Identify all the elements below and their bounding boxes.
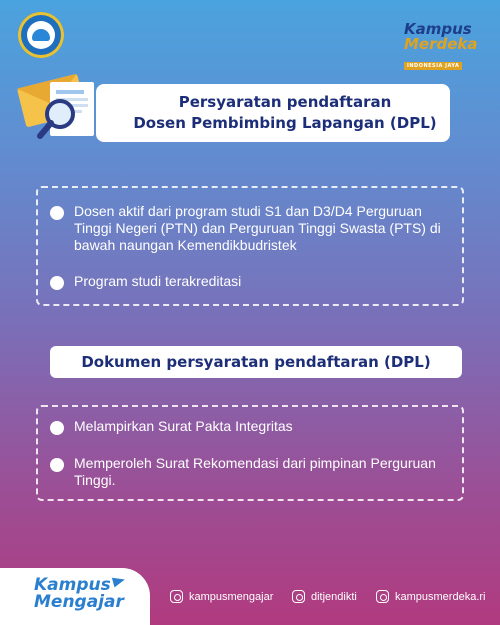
social-handle: ditjendikti [311,590,357,603]
document-text: Memperoleh Surat Rekomendasi dari pimpinan Perguruan Tinggi. [74,455,436,488]
social-handle: kampusmengajar [189,590,274,603]
kampus-merdeka-logo-tagline: INDONESIA JAYA [404,62,462,70]
document-text: Melampirkan Surat Pakta Integritas [74,418,293,434]
title-line2: Dosen Pembimbing Lapangan (DPL) [133,114,437,132]
title-card [96,84,450,142]
tut-wuri-handayani-logo [18,12,64,58]
kampus-mengajar-logo [0,568,150,625]
kampus-mengajar-logo-line2: Mengajar [34,592,124,612]
paper-plane-icon [112,575,126,588]
social-handle: kampusmerdeka.ri [395,590,486,603]
kampus-mengajar-logo-line1: Kampus [34,575,111,595]
instagram-icon [376,590,389,603]
bullet-icon [50,276,64,290]
instagram-icon [170,590,183,603]
bullet-icon [50,421,64,435]
title-line1: Persyaratan pendaftaran [178,93,392,111]
requirement-text: Program studi terakreditasi [74,273,242,289]
social-link-kampusmengajar[interactable] [170,590,273,603]
kampus-merdeka-logo [404,20,484,69]
requirement-item [50,273,450,290]
kampus-merdeka-logo-line2: Merdeka [404,35,478,53]
instagram-icon [292,590,305,603]
kampus-merdeka-logo-line1: Kampus [404,20,472,38]
documents-title-card [50,346,462,378]
social-link-ditjendikti[interactable] [292,590,357,603]
requirement-item [50,203,450,254]
emblem-wing-icon [32,29,50,41]
document-item [50,455,450,489]
social-link-kampusmerdeka[interactable] [376,590,485,603]
bullet-icon [50,206,64,220]
document-item [50,418,450,435]
requirement-text: Dosen aktif dari program studi S1 dan D3/D4 Perguruan Tinggi Negeri (PTN) dan Perguruan Tinggi Swasta (PTS) di bawah naungan Kemendikbudristek [74,203,441,253]
footer [0,568,500,625]
bullet-icon [50,458,64,472]
documents-title: Dokumen persyaratan pendaftaran (DPL) [81,353,431,371]
